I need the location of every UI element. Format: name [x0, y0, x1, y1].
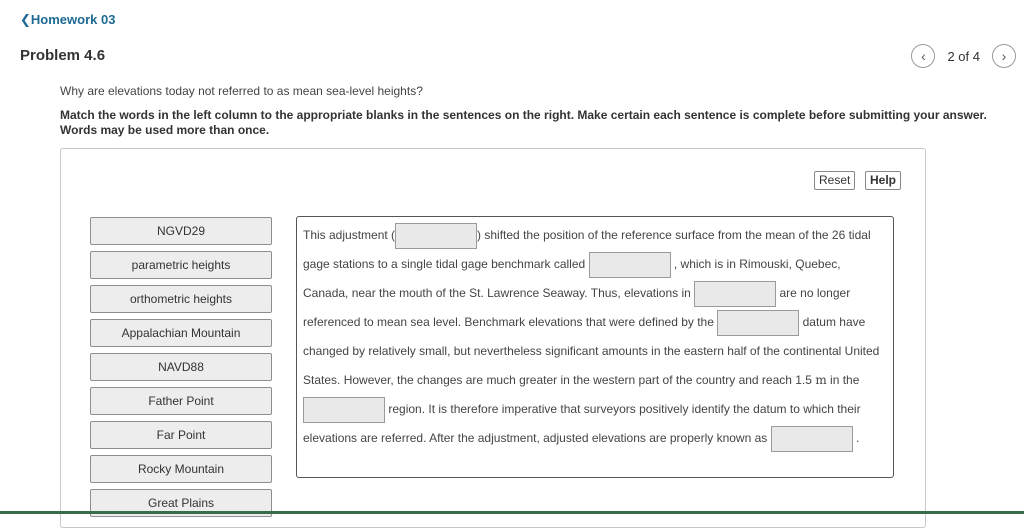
- sentence-text: in the: [830, 373, 860, 387]
- sentence-text: .: [855, 431, 860, 445]
- reset-button[interactable]: Reset: [814, 171, 855, 190]
- sentence-text: datum have changed by relatively small, but nevertheless significant amounts in the eastern half of the continental United States. However, the changes are much greater in the western part of the country and reach 1.5: [303, 315, 880, 387]
- word-tile-far-point[interactable]: Far Point: [90, 421, 272, 449]
- drop-slot-3[interactable]: [694, 281, 776, 307]
- instructions-text: Match the words in the left column to the appropriate blanks in the sentences on the right. Make certain each sentence is complete before submitting your answer. Words may be used more than once.: [60, 108, 987, 137]
- help-button[interactable]: Help: [865, 171, 901, 190]
- word-tile-parametric-heights[interactable]: parametric heights: [90, 251, 272, 279]
- sentence-text: are no longer referenced to mean sea level. Benchmark elevations that were defined by the: [303, 286, 851, 329]
- word-bank: [90, 217, 272, 523]
- word-tile-great-plains[interactable]: Great Plains: [90, 489, 272, 517]
- word-tile-father-point[interactable]: Father Point: [90, 387, 272, 415]
- next-problem-button[interactable]: [992, 44, 1016, 68]
- word-tile-appalachian-mountain[interactable]: Appalachian Mountain: [90, 319, 272, 347]
- word-tile-ngvd29[interactable]: NGVD29: [90, 217, 272, 245]
- sentence-box: [296, 216, 894, 478]
- drop-slot-4[interactable]: [717, 310, 799, 336]
- sentence-text: , which is in Rimouski, Quebec, Canada, near the mouth of the St. Lawrence Seaway. Thus, elevations in: [303, 257, 841, 300]
- word-tile-orthometric-heights[interactable]: orthometric heights: [90, 285, 272, 313]
- problem-title: Problem 4.6: [20, 47, 106, 64]
- chevron-left-icon: ‹: [921, 48, 926, 64]
- problem-pager: [911, 44, 1016, 68]
- back-link-label: Homework 03: [30, 12, 116, 27]
- back-link-homework[interactable]: [20, 12, 115, 28]
- sentence-text: This adjustment (: [303, 228, 396, 242]
- sentence-text: ) shifted the position of the reference surface from the mean of the 26 tidal gage stations to a single tidal gage benchmark called: [303, 228, 871, 271]
- drop-slot-6[interactable]: [771, 426, 853, 452]
- sentence-text: region. It is therefore imperative that surveyors positively identify the datum to which their elevations are referred. After the adjustment, adjusted elevations are properly known as: [303, 402, 861, 445]
- chevron-right-icon: ›: [1001, 48, 1007, 64]
- prev-problem-button[interactable]: [911, 44, 935, 68]
- pager-count: 2 of 4: [947, 48, 980, 64]
- word-tile-navd88[interactable]: NAVD88: [90, 353, 272, 381]
- question-text: Why are elevations today not referred to as mean sea-level heights?: [60, 84, 423, 98]
- drop-slot-5[interactable]: [303, 397, 385, 423]
- word-tile-rocky-mountain[interactable]: Rocky Mountain: [90, 455, 272, 483]
- unit-text: m: [815, 373, 827, 387]
- drop-slot-1[interactable]: [395, 223, 477, 249]
- chevron-left-icon: ❮: [20, 12, 31, 27]
- drop-slot-2[interactable]: [589, 252, 671, 278]
